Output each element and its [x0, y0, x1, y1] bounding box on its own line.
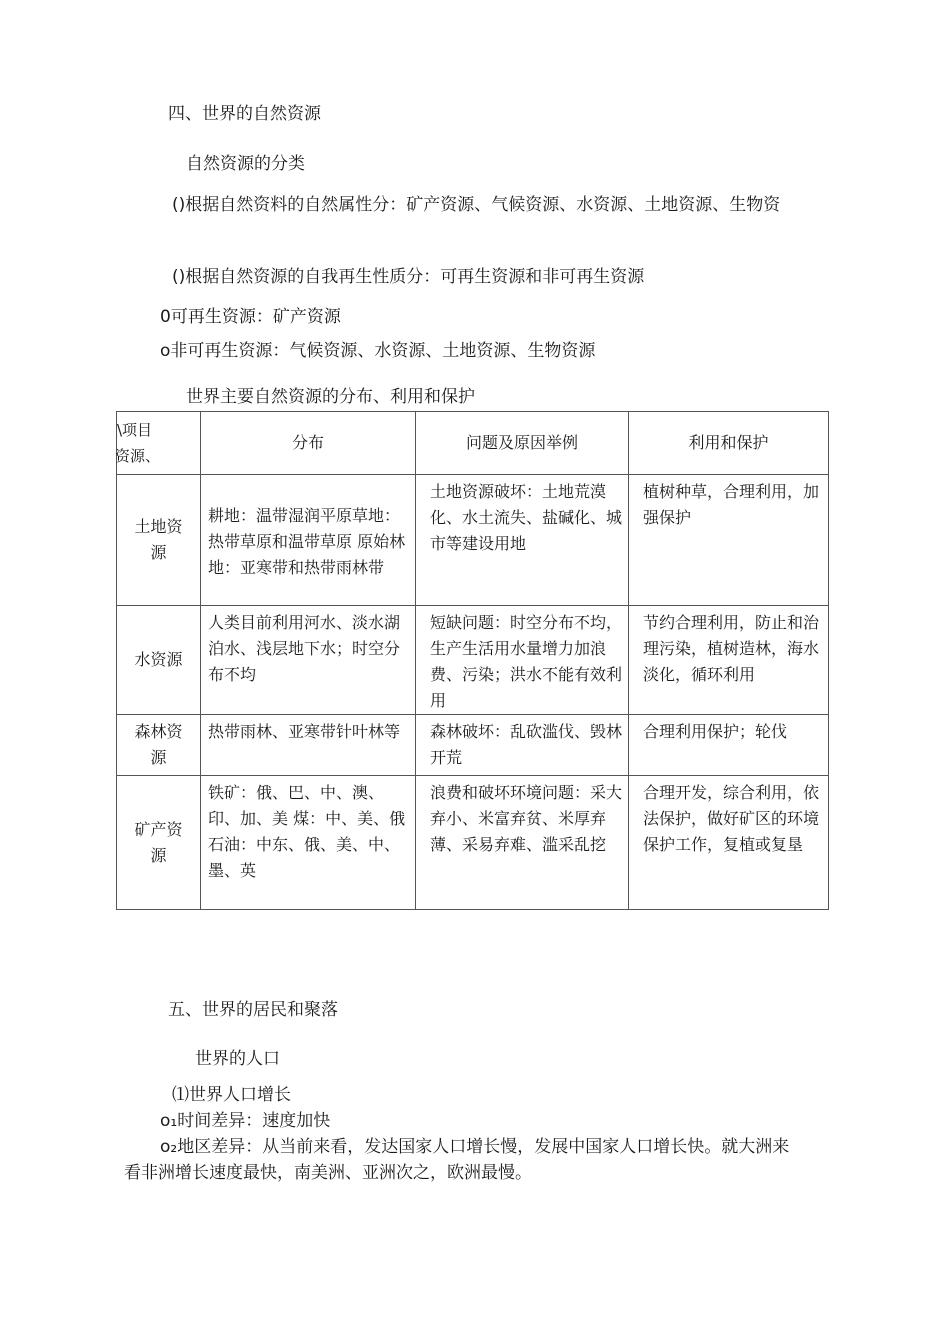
cell-distribution: 人类目前利用河水、淡水湖泊水、浅层地下水；时空分布不均	[201, 606, 416, 715]
cell-problems: 浪费和破坏环境问题：采大弃小、米富弃贫、米厚弃薄、采易弃难、滥采乱挖	[416, 776, 629, 910]
cell-problems: 土地资源破坏：土地荒漠化、水土流失、盐碱化、城市等建设用地	[416, 475, 629, 606]
table-row	[117, 776, 829, 910]
table-header-row	[117, 412, 829, 475]
cell-problems: 森林破坏：乱砍滥伐、毁林开荒	[416, 715, 629, 776]
cell-protection: 合理开发，综合利用，依法保护，做好矿区的环境保护工作，复植或复垦	[629, 776, 829, 910]
corner-top-label: \项目	[117, 421, 153, 439]
cell-distribution: 铁矿：俄、巴、中、澳、印、加、美 煤：中、美、俄石油：中东、俄、美、中、墨、英	[201, 776, 416, 910]
list-item-continuation: 看非洲增长速度最快，南美洲、亚洲次之，欧洲最慢。	[124, 1163, 532, 1183]
corner-bottom-label: 资源、	[115, 447, 161, 465]
list-item: o₁时间差异：速度加快	[160, 1111, 331, 1131]
list-item: ⑴世界人口增长	[172, 1085, 291, 1105]
paragraph-line: 0可再生资源：矿产资源	[160, 307, 341, 327]
section-heading: 五、世界的居民和聚落	[168, 1000, 338, 1020]
subsection-title: 自然资源的分类	[186, 154, 305, 174]
subsection-title: 世界的人口	[195, 1049, 280, 1069]
cell-distribution: 耕地：温带湿润平原草地：热带草原和温带草原 原始林地：亚寒带和热带雨林带	[201, 475, 416, 606]
column-header: 问题及原因举例	[416, 412, 629, 475]
paragraph-line: o非可再生资源：气候资源、水资源、土地资源、生物资源	[160, 341, 596, 361]
table-corner-header	[117, 412, 201, 475]
table-row	[117, 715, 829, 776]
row-header: 土地资源	[117, 475, 201, 606]
cell-distribution: 热带雨林、亚寒带针叶林等	[201, 715, 416, 776]
row-header: 森林资源	[117, 715, 201, 776]
section-heading: 四、世界的自然资源	[168, 104, 321, 124]
paragraph-line: ()根据自然资源的自我再生性质分：可再生资源和非可再生资源	[172, 267, 645, 287]
row-header: 水资源	[117, 606, 201, 715]
table-row	[117, 606, 829, 715]
row-header: 矿产资源	[117, 776, 201, 910]
resources-table	[116, 411, 829, 910]
column-header: 利用和保护	[629, 412, 829, 475]
table-title: 世界主要自然资源的分布、利用和保护	[186, 387, 475, 407]
cell-protection: 植树种草，合理利用，加强保护	[629, 475, 829, 606]
list-item: o₂地区差异：从当前来看，发达国家人口增长慢，发展中国家人口增长快。就大洲来	[160, 1137, 790, 1157]
cell-protection: 节约合理利用，防止和治理污染，植树造林，海水淡化，循环利用	[629, 606, 829, 715]
table-row	[117, 475, 829, 606]
column-header: 分布	[201, 412, 416, 475]
cell-protection: 合理利用保护；轮伐	[629, 715, 829, 776]
cell-problems: 短缺问题：时空分布不均，生产生活用水量增力加浪费、污染；洪水不能有效利用	[416, 606, 629, 715]
paragraph-line: ()根据自然资料的自然属性分：矿产资源、气候资源、水资源、土地资源、生物资	[172, 195, 781, 215]
